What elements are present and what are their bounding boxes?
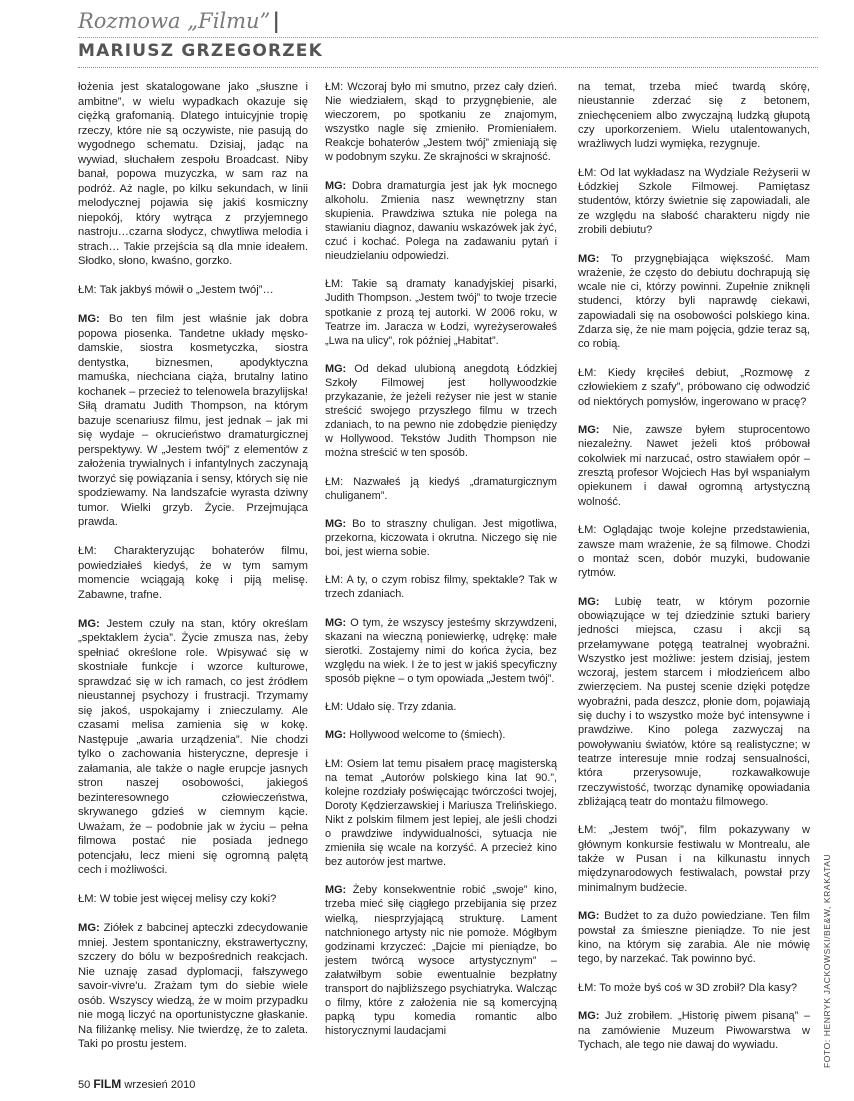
magazine-name: FILM [93, 1077, 122, 1091]
speaker-label: MG: [325, 179, 347, 192]
paragraph-text: Tak jakbyś mówił o „Jestem twój”… [99, 284, 274, 296]
interview-answer [78, 921, 308, 1052]
speaker-label: MG: [578, 1010, 600, 1023]
interview-question [578, 823, 810, 894]
speaker-label: MG: [578, 595, 600, 608]
speaker-label: ŁM: [578, 824, 597, 837]
paragraph-text: Charakteryzując bohaterów filmu, powiedziałeś kiedyś, że w tym samym momencie wciągają kokę i piją melisę. Zabawne, trafne. [78, 545, 308, 601]
paragraph-text: Bo to straszny chuligan. Jest migotliwa, przekorna, kiczowata i okrutna. Niczego się nie boi, jest wierna sobie. [325, 517, 557, 559]
interview-question [78, 283, 308, 298]
paragraph-text: Takie są dramaty kanadyjskiej pisarki, Judith Thompson. „Jestem twój” to twoje trzecie spotkanie z prozą tej autorki. W 2006 roku, w Teatrze im. Jaracza w Łodzi, wyreżyserowałeś „Lwa na ulicy”, rok później „Habitat”. [325, 278, 557, 347]
paragraph-text: Nie, zawsze byłem stuprocentowo niezależny. Nawet jeżeli ktoś próbował cokolwiek mi narzucać, ostro stawiałem opór – zresztą profesor Wojciech Has był wspaniałym opiekunem i dawał ogromną artystyczną wolność. [578, 424, 810, 508]
paragraph-text: Osiem lat temu pisałem pracę magisterską na temat „Autorów polskiego kina lat 90.”, kolejne rozdziały poświęcając twórczości twojej, Doroty Kędzierzawskiej i Mariusza Trelińskiego. Nikt z polskim filmem jest lepiej, ale jeśli chodzi o prawdziwe indywidualności, sytuacja nie zmieniła się wcale na korzyść. A przecież kino bez autorów jest martwe. [325, 757, 557, 869]
speaker-label: MG: [578, 252, 600, 265]
interview-question [325, 80, 557, 165]
paragraph-text: Od lat wykładasz na Wydziale Reżyserii w Łódzkiej Szkole Filmowej. Pamiętasz studentów, którzy świetnie się zapowiadali, ale ze względu na słabość charakteru nigdy nie zrobili debiutu? [578, 166, 810, 236]
interview-answer [325, 616, 557, 686]
speaker-label: ŁM: [325, 81, 344, 93]
interview-answer [578, 423, 810, 509]
speaker-label: ŁM: [325, 574, 344, 587]
interview-question [78, 544, 308, 602]
paragraph-text: O tym, że wszyscy jesteśmy skrzywdzeni, skazani na wieczną poniewierkę, udrękę: małe sierotki. Zostajemy nimi do końca życia, bez względu na wiek. I że to jest w jakiś specyficzny sposób piękne – o tym opowiada „Jestem twój”. [325, 616, 557, 685]
speaker-label: ŁM: [578, 524, 597, 537]
interview-answer [325, 517, 557, 559]
text-column-3 [578, 80, 810, 1066]
paragraph-text: Żeby konsekwentnie robić „swoje” kino, trzeba mieć siłę ciągłego przebijania się przez wielką, niesprzyjającą strukturę. Lament natchnionego artysty nic nie pomoże. Mógłbym godzinami krzyczeć: „Dajcie mi pieniądze, bo jestem twórcą wysoce artystycznym” – załatwiłbym sobie ewentualnie bezpłatny transport do najbliższego psychiatryka. Walcząc o filmy, które z założenia nie są komercyjną papką typu komedia romantic albo historycznymi laudacjami [325, 884, 557, 1038]
speaker-label: MG: [578, 910, 600, 923]
interview-answer [578, 80, 810, 151]
issue-date: wrzesień 2010 [124, 1079, 196, 1091]
interview-question [578, 523, 810, 580]
speaker-label: ŁM: [325, 701, 344, 714]
speaker-label: ŁM: [578, 366, 597, 379]
interview-answer [78, 617, 308, 878]
paragraph-text: Jestem czuły na stan, który określam „spektaklem życia”. Życie zmusza nas, żeby spełniać określone role. Wpisywać się w skostniałe funkcje i wzorce kulturowe, sprawdzać się w ich ramach, co jest źródłem nieustannej psychozy i frustracji. Trzymamy się jakoś, uspokajamy i znieczulamy. Ale czasami melisa zamienia się w kokę. Następuje „awaria urządzenia”. Nie chodzi tylko o zachowania histeryczne, depresje i załamania, ale także o nagłe erupcje jasnych stron naszej osobowości, jakiegoś bezinteresownego człowieczeństwa, skrywanego gdzieś w ciemnym kącie. Uważam, że – podobnie jak w życiu – pełna filmowa postać nie posiada jednego potencjału, lecz mieni się ogromną palętą cech i możliwości. [78, 617, 308, 876]
interview-answer [325, 179, 557, 264]
interview-answer [578, 252, 810, 352]
interviewee-name: MARIUSZ GRZEGORZEK [78, 41, 323, 61]
interview-answer [325, 362, 557, 461]
paragraph-text: Bo ten film jest właśnie jak dobra popowa piosenka. Tandetne układy męsko-damskie, siostra kosmetyczka, siostra dentystka, biznesmen, apodyktyczna mamuśka, niechciana ciąża, brutalny latino kochanek – przecież to telenowela brazylijska! Siłą dramatu Judith Thompson, na którym bazuje scenariusz filmu, jest jednak – jak mi się wydaje – okrucieństwo dramaturgicznej perspektywy. W „Jestem twój” z elementów z założenia trywialnych i infantylnych zaczynają tworzyć się powiązania i sensy, których się nie spodziewamy. Na landszafcie wyrasta dziwny tumor. Wielki grzyb. Życie. Przejmująca prawda. [78, 313, 308, 528]
page-header [78, 8, 818, 68]
section-title [78, 8, 818, 34]
section-title-bar: | [272, 8, 280, 33]
speaker-label: MG: [78, 922, 100, 934]
paragraph-text: Nazwałeś ją kiedyś „dramaturgicznym chuliganem”. [325, 475, 558, 502]
paragraph-text: Hollywood welcome to (śmiech). [349, 729, 506, 742]
interview-question [325, 475, 557, 503]
interview-answer [578, 595, 810, 809]
interview-answer [78, 80, 308, 269]
interview-answer [578, 1009, 810, 1052]
speaker-label: ŁM: [78, 893, 97, 905]
speaker-label: ŁM: [325, 278, 344, 291]
speaker-label: ŁM: [578, 166, 597, 179]
paragraph-text: To przygnębiająca większość. Mam wrażenie, że często do debiutu dochrapują się wcale nie ci, którzy powinni. Zupełnie zniknęli studenci, którzy byli naprawdę ciekawi, zapowiadali się na osobowości polskiego kina. Zdarza się, że nie mam pojęcia, gdzie teraz są, co robią. [578, 252, 810, 351]
paragraph-text: A ty, o czym robisz filmy, spektakle? Tak w trzech zdaniach. [325, 574, 557, 601]
text-column-1 [78, 80, 308, 1066]
text-column-2 [325, 80, 557, 1052]
paragraph-text: Lubię teatr, w którym pozornie obowiązujące w tej dziedzinie sztuki bariery jedności miejsca, czasu i akcji są przełamywane potęgą teatralnej wyobraźni. Wszystko jest możliwe: jestem dzisiaj, jestem wczoraj, jestem starcem i młodzieńcem albo zwierzęciem. Na pustej scenie dzięki potędze wyobraźni, pada deszcz, płonie dom, pojawiają się duchy i to wszystko może być intensywne i prawdziwe. Kino polega zazwyczaj na powoływaniu światów, które są realistyczne; w teatrze interesuje mnie rodzaj sensualności, która przerysowuje, rozkawałkowuje rzeczywistość, tworząc dynamikę opowiadania zbliżającą teatr do montażu filmowego. [578, 595, 810, 808]
speaker-label: ŁM: [78, 545, 97, 557]
speaker-label: MG: [78, 617, 100, 630]
speaker-label: MG: [325, 884, 347, 897]
speaker-label: ŁM: [325, 757, 344, 770]
paragraph-text: łożenia jest skatalogowane jako „słuszne i ambitne”, w wielu wypadkach okazuje się ciężką grafomanią. Dlatego intuicyjnie tropię rzeczy, które nie są oczywiste, nie pasują do wygodnego schematu. Dzisiaj, jadąc na wywiad, słuchałem zespołu Broadcast. Niby banał, popowa muzyczka, w sam raz na podróż. Aż nagle, po kilku sekundach, w linii melodycznej pojawia się jakiś kosmiczny niepokój, który wytrąca z przyjemnego nastroju…czarna słodycz, chwytliwa melodia i strach… Takie przejścia są dla mnie ideałem. Słodko, słono, kwaśno, gorzko. [78, 81, 308, 267]
speaker-label: MG: [325, 362, 347, 375]
interview-question [578, 166, 810, 237]
speaker-label: MG: [325, 616, 347, 629]
interview-question [325, 757, 557, 870]
paragraph-text: Wczoraj było mi smutno, przez cały dzień. Nie wiedziałem, skąd to przygnębienie, ale wieczorem, po spotkaniu ze znajomym, wszystko nagle się zmieniło. Promieniałem. Reakcje bohaterów „Jestem twój” zmieniają się w podobnym szyku. Ze skrajności w skrajność. [325, 81, 557, 164]
header-divider [78, 37, 818, 38]
paragraph-text: W tobie jest więcej melisy czy koki? [99, 893, 277, 905]
interview-question [78, 892, 308, 907]
interview-answer [325, 728, 557, 742]
paragraph-text: „Jestem twój”, film pokazywany w głównym konkursie festiwalu w Montrealu, ale także w Pusan i na kilkunastu innych międzynarodowych festiwalach, powstał przy minimalnym budżecie. [578, 824, 810, 894]
paragraph-text: Ziółek z babcinej apteczki zdecydowanie mniej. Jestem spontaniczny, ekstrawertyczny, szczery do bólu w bezpośrednich reakcjach. Nie uznaję zasad dyplomacji, fałszywego savoir-vivre'u. Zrażam tym do siebie wiele osób. Wszyscy wiedzą, że w moim przypadku nie mogą liczyć na oportunistyczne głaskanie. Na filiżankę melisy. Nie twierdzę, że to zaleta. Taki po prostu jestem. [78, 922, 309, 1050]
paragraph-text: Udało się. Trzy zdania. [346, 701, 457, 714]
photo-credit: FOTO: HENRYK JACKOWSKI/BE&W, KRAKATAU [822, 853, 832, 1068]
paragraph-text: Oglądając twoje kolejne przedstawienia, zawsze mam wrażenie, że są filmowe. Chodzi o montaż scen, dobór muzyki, budowanie rytmów. [578, 524, 810, 580]
section-title-text: Rozmowa „Filmu” [78, 9, 271, 33]
interview-question [578, 366, 810, 409]
interview-question [325, 277, 557, 347]
page-footer [78, 1077, 195, 1091]
interview-answer [578, 909, 810, 966]
speaker-label: MG: [78, 313, 100, 325]
interview-answer [325, 883, 557, 1038]
paragraph-text: Budżet to za dużo powiedziane. Ten film powstał za śmieszne pieniądze. To nie jest kino, na którym się zarabia. Ale nie mówię tego, by narzekać. Tak powinno być. [578, 910, 810, 966]
paragraph-text: Już zrobiłem. „Historię piwem pisaną” – na zamówienie Muzeum Piwowarstwa w Tychach, ale tego nie dawaj do wywiadu. [578, 1010, 810, 1051]
speaker-label: MG: [325, 517, 347, 530]
page-number: 50 [78, 1079, 91, 1091]
header-rule [78, 67, 818, 68]
paragraph-text: Od dekad ulubioną anegdotą Łódzkiej Szkoły Filmowej jest hollywoodzkie przykazanie, że jeżeli reżyser nie jest w stanie streścić swojego przyszłego filmu w trzech zdaniach, to na pewno nie zdobędzie pieniędzy w Hollywood. Tekstów Judith Thompson nie można streścić w ten sposób. [325, 362, 557, 460]
interview-question [325, 700, 557, 714]
paragraph-text: na temat, trzeba mieć twardą skórę, nieustannie zderzać się z betonem, zniechęceniem albo zwyczajną ludzką głupotą czy uporkorzeniem. Wielu utalentowanych, wrażliwych ludzi wymięka, rezygnuje. [578, 81, 810, 151]
interview-answer [78, 312, 308, 530]
speaker-label: ŁM: [78, 284, 97, 296]
speaker-label: ŁM: [325, 475, 344, 488]
interview-question [578, 981, 810, 995]
interview-question [325, 573, 557, 601]
paragraph-text: Dobra dramaturgia jest jak łyk mocnego alkoholu. Zmienia nasz wewnętrzny stan skupienia. Prawdziwa sztuka nie polega na stawianiu diagnoz, dawaniu wskazówek jak żyć, czuć i kochać. Polega na zadawaniu pytań i nieudzielaniu odpowiedzi. [325, 179, 557, 263]
speaker-label: MG: [325, 729, 347, 742]
paragraph-text: To może byś coś w 3D zrobił? Dla kasy? [599, 981, 797, 994]
paragraph-text: Kiedy kręciłeś debiut, „Rozmowę z człowiekiem z szafy”, próbowano cię odwodzić od niektórych pomysłów, ingerowano w pracę? [578, 366, 810, 408]
speaker-label: ŁM: [578, 981, 597, 994]
speaker-label: MG: [578, 424, 600, 437]
